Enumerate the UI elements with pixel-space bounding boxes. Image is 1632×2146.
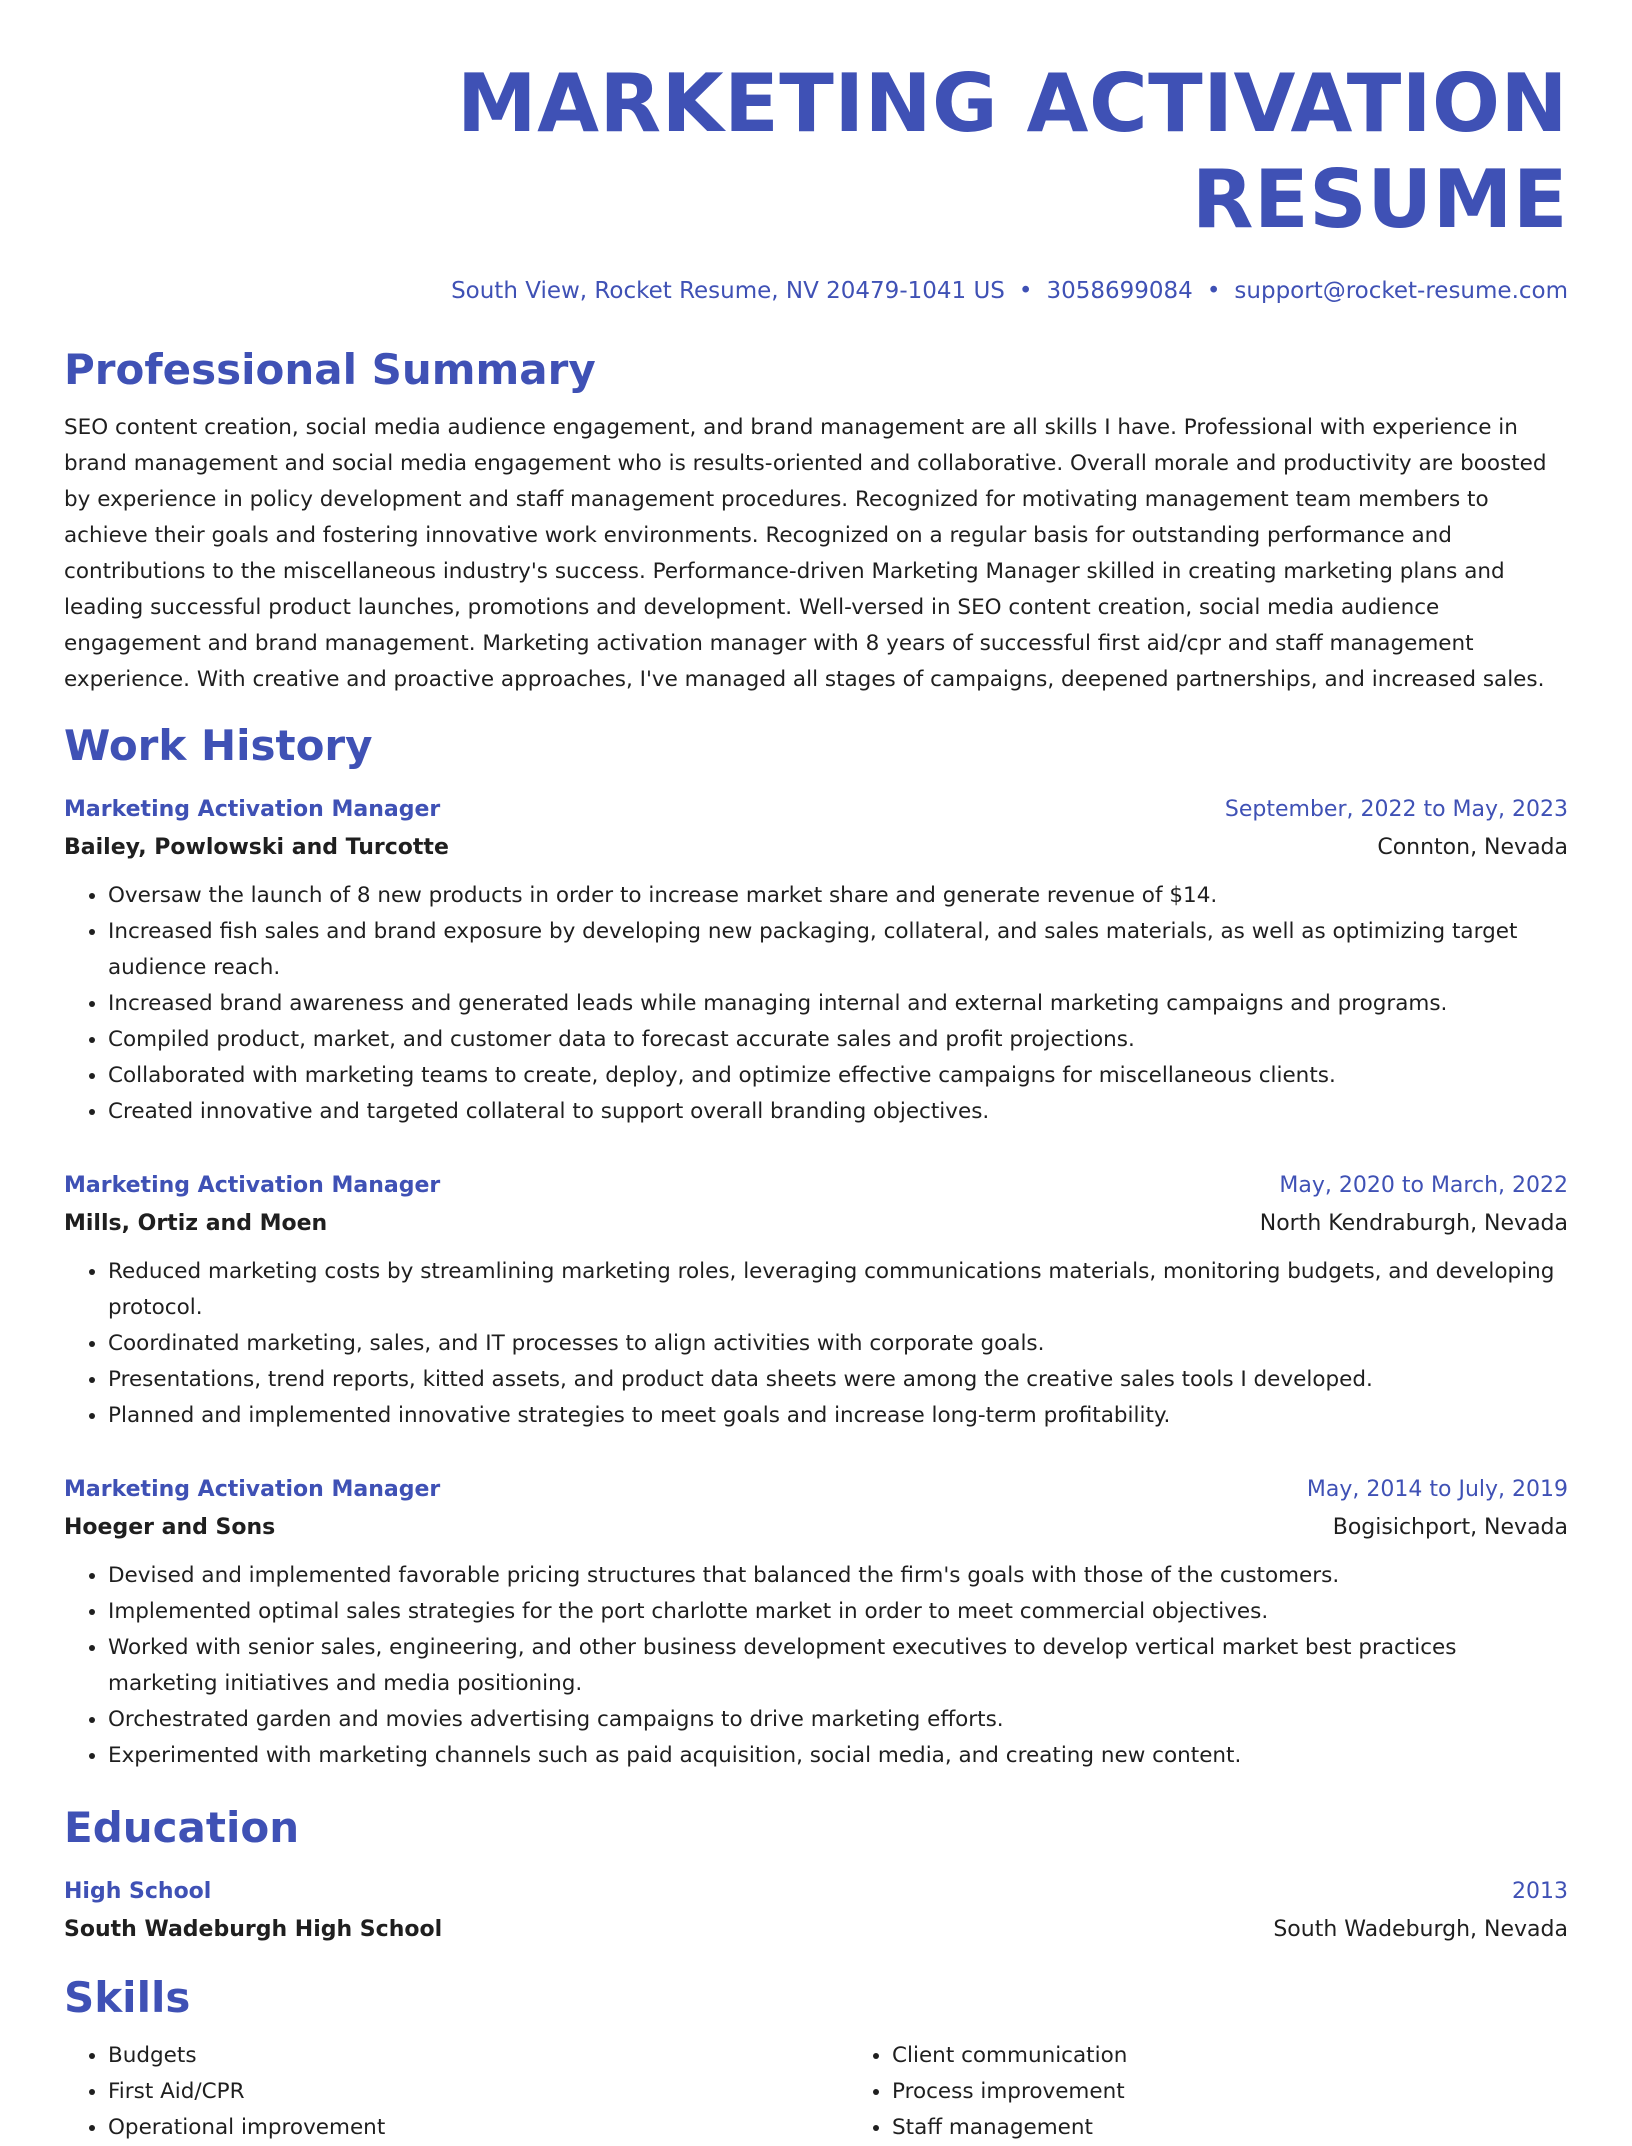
education-school: South Wadeburgh High School [64,1917,443,1942]
job-entry [64,1472,1568,1774]
skills-section [64,1972,1568,2146]
skills-column-left [64,2038,848,2146]
skill-item: • Operational improvement [108,2110,848,2146]
job-location: Connton, Nevada [1377,835,1568,860]
bullet-item: • Compiled product, market, and customer data to forecast accurate sales and profit projections. [108,1022,1568,1058]
job-bullets [64,1254,1568,1434]
skill-item: • Budgets [108,2038,848,2074]
job-dates: May, 2014 to July, 2019 [1306,1477,1568,1502]
bullet-item: • Coordinated marketing, sales, and IT processes to align activities with corporate goals. [108,1326,1568,1362]
job-bullets [64,878,1568,1130]
separator-dot: • [1206,278,1221,304]
job-entry [64,1168,1568,1434]
bullet-item: • Increased brand awareness and generated leads while managing internal and external marketing campaigns and programs. [108,986,1568,1022]
job-location: North Kendraburgh, Nevada [1259,1211,1568,1236]
job-dates: September, 2022 to May, 2023 [1224,797,1568,822]
work-history-section [64,720,1568,1774]
job-bullets [64,1558,1568,1774]
resume-title: MARKETING ACTIVATION RESUME [456,57,1568,246]
bullet-item: • Orchestrated garden and movies advertising campaigns to drive marketing efforts. [108,1702,1568,1738]
bullet-item: • Implemented optimal sales strategies for the port charlotte market in order to meet commercial objectives. [108,1594,1568,1630]
skills-list [64,2038,1568,2146]
education-location: South Wadeburgh, Nevada [1273,1917,1568,1942]
skill-item: • Staff management [892,2110,1127,2146]
skills-column-right [848,2038,1127,2146]
job-entry [64,792,1568,1130]
professional-summary-section [64,344,1568,698]
section-heading: Education [64,1803,300,1852]
education-entry [64,1874,1568,1950]
bullet-item: • Oversaw the launch of 8 new products in order to increase market share and generate revenue of $14. [108,878,1568,914]
section-heading: Professional Summary [64,345,596,394]
bullet-item: • Devised and implemented favorable pricing structures that balanced the firm's goals with those of the customers. [108,1558,1568,1594]
job-company: Hoeger and Sons [64,1515,276,1540]
job-role: Marketing Activation Manager [64,797,441,822]
bullet-item: • Worked with senior sales, engineering, and other business development executives to develop vertical market best practices marketing initiatives and media positioning. [108,1630,1568,1702]
job-dates: May, 2020 to March, 2022 [1279,1173,1568,1198]
bullet-item: • Increased fish sales and brand exposure by developing new packaging, collateral, and sales materials, as well as optimizing target audience reach. [108,914,1568,986]
section-heading: Skills [64,1973,191,2022]
bullet-item: • Collaborated with marketing teams to create, deploy, and optimize effective campaigns for miscellaneous clients. [108,1058,1568,1094]
education-section [64,1802,1568,1950]
bullet-item: • Experimented with marketing channels such as paid acquisition, social media, and creating new content. [108,1738,1568,1774]
skill-item: • Client communication [892,2038,1127,2074]
email-address[interactable]: support@rocket-resume.com [1234,278,1568,304]
education-year: 2013 [1512,1879,1568,1904]
contact-line [64,276,1568,306]
skill-item: • First Aid/CPR [108,2074,848,2110]
separator-dot: • [1018,278,1033,304]
summary-text: SEO content creation, social media audience engagement, and brand management are all skills I have. Professional with experience in brand management and social media engagement who is results-oriented and collaborative. Overall morale and productivity are boosted by experience in policy development and staff management procedures. Recognized for motivating management team members to achieve their goals and fostering innovative work environments. Recognized on a regular basis for outstanding performance and contributions to the miscellaneous industry's success. Performance-driven Marketing Manager skilled in creating marketing plans and leading successful product launches, promotions and development. Well-versed in SEO content creation, social media audience engagement and brand management. Marketing activation manager with 8 years of successful first aid/cpr and staff management experience. With creative and proactive approaches, I've managed all stages of campaigns, deepened partnerships, and increased sales. [64,415,1547,692]
job-role: Marketing Activation Manager [64,1173,441,1198]
address: South View, Rocket Resume, NV 20479-1041 US [451,278,1005,304]
job-location: Bogisichport, Nevada [1332,1515,1568,1540]
education-degree: High School [64,1879,212,1904]
job-role: Marketing Activation Manager [64,1477,441,1502]
job-company: Bailey, Powlowski and Turcotte [64,835,449,860]
job-company: Mills, Ortiz and Moen [64,1211,328,1236]
bullet-item: • Created innovative and targeted collateral to support overall branding objectives. [108,1094,1568,1130]
phone-number: 3058699084 [1046,278,1193,304]
section-heading: Work History [64,721,373,770]
bullet-item: • Planned and implemented innovative strategies to meet goals and increase long-term profitability. [108,1398,1568,1434]
bullet-item: • Reduced marketing costs by streamlining marketing roles, leveraging communications materials, monitoring budgets, and developing protocol. [108,1254,1568,1326]
skill-item: • Process improvement [892,2074,1127,2110]
bullet-item: • Presentations, trend reports, kitted assets, and product data sheets were among the creative sales tools I developed. [108,1362,1568,1398]
